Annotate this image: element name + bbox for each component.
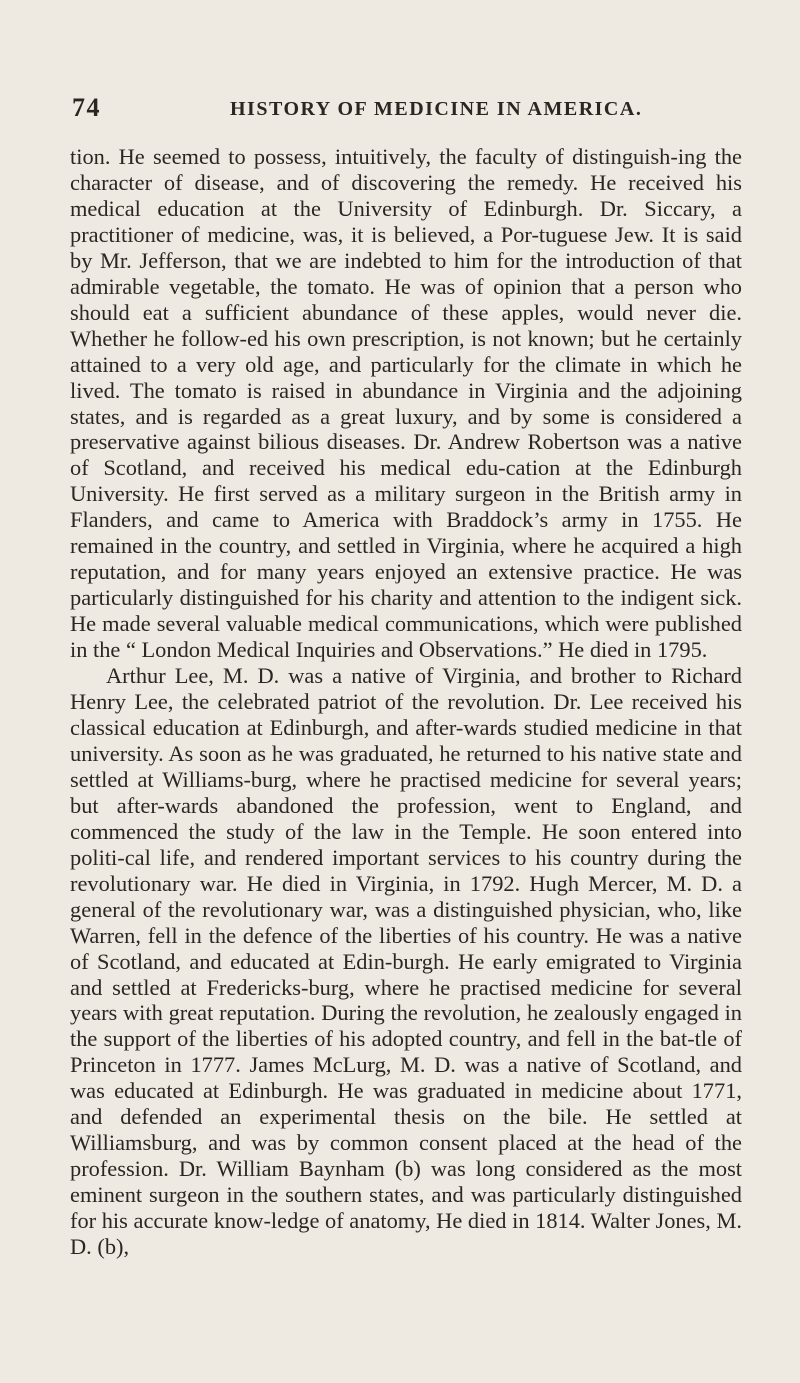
body-text [70,144,742,1260]
page-header [72,93,732,123]
paragraph-1: tion. He seemed to possess, intuitively, the faculty of distinguish-ing the character of disease, and of discovering the remedy. He received his medical education at the University of Edinburgh. Dr. Siccary, a practitioner of medicine, was, it is believed, a Por-tuguese Jew. It is said by Mr. Jefferson, that we are indebted to him for the introduction of that admirable vegetable, the tomato. He was of opinion that a person who should eat a sufficient abundance of these apples, would never die. Whether he follow-ed his own prescription, is not known; but he certainly attained to a very old age, and particularly for the climate in which he lived. The tomato is raised in abundance in Virginia and the adjoining states, and is regarded as a great luxury, and by some is considered a preservative against bilious diseases. Dr. Andrew Robertson was a native of Scotland, and received his medical edu-cation at the Edinburgh University. He first served as a military surgeon in the British army in Flanders, and came to America with Braddock’s army in 1755. He remained in the country, and settled in Virginia, where he acquired a high reputation, and for many years enjoyed an extensive practice. He was particularly distinguished for his charity and attention to the indigent sick. He made several valuable medical communications, which were published in the “ London Medical Inquiries and Observations.” He died in 1795. [70,144,742,663]
page-number: 74 [72,93,101,122]
running-title: HISTORY OF MEDICINE IN AMERICA. [230,98,643,120]
paragraph-2: Arthur Lee, M. D. was a native of Virginia, and brother to Richard Henry Lee, the celebrated patriot of the revolution. Dr. Lee received his classical education at Edinburgh, and after-wards studied medicine in that university. As soon as he was graduated, he returned to his native state and settled at Williams-burg, where he practised medicine for several years; but after-wards abandoned the profession, went to England, and commenced the study of the law in the Temple. He soon entered into politi-cal life, and rendered important services to his country during the revolutionary war. He died in Virginia, in 1792. Hugh Mercer, M. D. a general of the revolutionary war, was a distinguished physician, who, like Warren, fell in the defence of the liberties of his country. He was a native of Scotland, and educated at Edin-burgh. He early emigrated to Virginia and settled at Fredericks-burg, where he practised medicine for several years with great reputation. During the revolution, he zealously engaged in the support of the liberties of his adopted country, and fell in the bat-tle of Princeton in 1777. James McLurg, M. D. was a native of Scotland, and was educated at Edinburgh. He was graduated in medicine about 1771, and defended an experimental thesis on the bile. He settled at Williamsburg, and was by common consent placed at the head of the profession. Dr. William Baynham (b) was long considered as the most eminent surgeon in the southern states, and was particularly distinguished for his accurate know-ledge of anatomy, He died in 1814. Walter Jones, M. D. (b), [70,663,742,1260]
